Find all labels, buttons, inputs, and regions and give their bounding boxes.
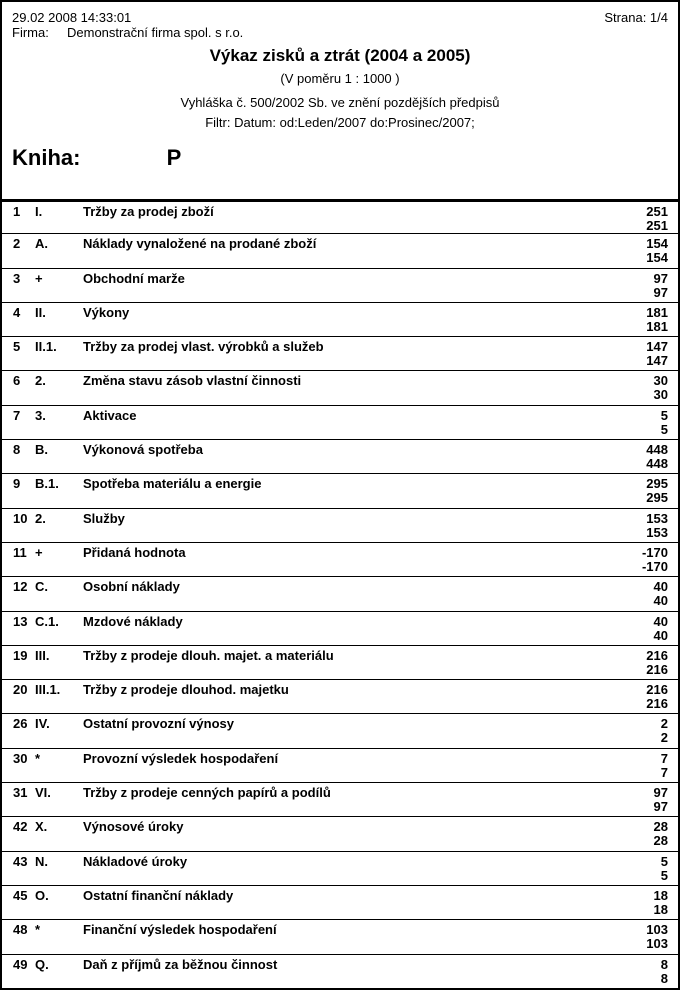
row-code: + [35,544,43,560]
row-left [13,272,185,302]
book-value: P [166,145,182,170]
row-left [13,580,180,610]
row-value-year1: 40 [653,579,668,595]
row-number: 1 [13,204,21,219]
row-code: * [35,922,41,938]
row-left [13,649,334,679]
table-row [2,508,678,542]
row-label: Obchodní marže [83,270,185,286]
row-value-year2: 251 [646,218,668,233]
row-values [654,786,668,816]
row-number: 30 [13,750,28,766]
row-label: Ostatní finanční náklady [83,887,234,903]
row-left [13,958,277,988]
row-number: 3 [13,270,21,286]
row-code: II. [35,304,46,320]
table-row [2,233,678,267]
row-left [13,205,214,233]
row-value-year2: 216 [646,696,668,712]
table-row [2,611,678,645]
row-value-year2: 18 [653,901,668,917]
row-left [13,306,129,336]
row-value-year2: -170 [641,558,668,574]
row-code: III. [35,647,50,663]
table-row [2,268,678,302]
row-values [661,958,668,988]
row-number: 11 [13,544,27,560]
row-number: 10 [13,510,28,526]
row-code: A. [35,236,48,252]
row-value-year1: 295 [646,476,668,492]
row-code: 2. [35,510,46,526]
table-row [2,954,678,988]
row-code: C.1. [35,613,59,629]
row-label: Tržby z prodeje cenných papírů a podílů [83,785,331,801]
table-row [2,851,678,885]
row-code: * [35,750,41,766]
row-value-year1: 7 [660,750,668,766]
row-left [13,237,316,267]
row-label: Daň z příjmů za běžnou činnost [83,956,278,972]
row-number: 2 [13,236,21,252]
book-row [2,145,678,170]
table-row [2,576,678,610]
table-row [2,885,678,919]
row-number: 45 [13,887,28,903]
row-code: Q. [35,956,49,972]
row-value-year2: 5 [660,867,668,883]
row-values [646,923,668,953]
row-left [13,683,289,713]
row-value-year1: 5 [660,407,668,423]
row-values [646,477,668,507]
row-left [13,855,187,885]
row-value-year1: 154 [646,236,668,252]
row-values [661,752,668,782]
row-number: 5 [13,339,21,355]
row-number: 8 [13,442,21,458]
row-left [13,889,233,919]
row-value-year1: 5 [660,853,668,869]
row-number: 19 [13,647,28,663]
row-value-year1: 181 [646,304,668,320]
row-value-year2: 7 [660,764,668,780]
row-value-year2: 154 [646,250,668,266]
table-row [2,645,678,679]
row-label: Finanční výsledek hospodaření [83,922,277,938]
row-label: Tržby z prodeje dlouhod. majetku [83,682,289,698]
table-row [2,473,678,507]
row-values [654,615,668,645]
table-row [2,816,678,850]
row-number: 13 [13,613,28,629]
row-number: 6 [13,373,21,389]
row-left [13,786,331,816]
table-row [2,336,678,370]
table-row [2,713,678,747]
row-value-year2: 5 [660,421,668,437]
row-value-year1: 28 [653,819,668,835]
row-label: Spotřeba materiálu a energie [83,476,262,492]
firm-name: Demonstrační firma spol. s r.o. [67,25,244,40]
row-value-year2: 2 [660,730,668,746]
row-number: 31 [13,785,28,801]
row-code: B.1. [35,476,59,492]
row-value-year1: 216 [646,682,668,698]
row-number: 43 [13,853,28,869]
row-code: III.1. [35,682,61,698]
row-code: 3. [35,407,46,423]
row-label: Výkony [83,304,130,320]
row-values [642,546,668,576]
table-row [2,439,678,473]
row-left [13,477,261,507]
row-value-year2: 448 [646,456,668,472]
row-value-year1: 8 [660,956,668,972]
row-left [13,923,277,953]
row-label: Osobní náklady [83,579,180,595]
row-label: Služby [83,510,125,526]
row-number: 4 [13,304,21,320]
report-ratio: (V poměru 1 : 1000 ) [280,71,400,86]
row-values [654,272,668,302]
row-number: 12 [13,579,28,595]
row-value-year2: 30 [653,387,668,403]
row-left [13,374,301,404]
row-values [646,649,668,679]
row-label: Náklady vynaložené na prodané zboží [83,236,317,252]
row-value-year1: -170 [641,544,668,560]
row-label: Přidaná hodnota [83,544,186,560]
row-left [13,443,203,473]
row-value-year1: 30 [653,373,668,389]
firm-row [2,25,678,40]
row-value-year2: 181 [646,318,668,334]
row-value-year2: 40 [653,593,668,609]
row-code: N. [35,853,48,869]
report-title: Výkaz zisků a ztrát (2004 a 2005) [209,46,471,65]
row-label: Výkonová spotřeba [83,442,203,458]
row-value-year2: 153 [646,524,668,540]
row-values [654,889,668,919]
row-left [13,409,136,439]
row-code: I. [35,204,43,219]
table-row [2,782,678,816]
report-filter: Filtr: Datum: od:Leden/2007 do:Prosinec/2007; [205,115,475,130]
row-value-year1: 103 [646,922,668,938]
row-value-year1: 97 [653,270,668,286]
row-value-year1: 2 [660,716,668,732]
row-code: B. [35,442,48,458]
row-number: 7 [13,407,21,423]
row-left [13,752,278,782]
row-left [13,717,234,747]
row-values [654,820,668,850]
row-number: 9 [13,476,21,492]
row-value-year1: 448 [646,442,668,458]
row-left [13,546,186,576]
firm-label: Firma: [12,25,49,40]
row-label: Aktivace [83,407,137,423]
table-row [2,370,678,404]
table-row [2,919,678,953]
row-code: O. [35,887,49,903]
row-left [13,340,324,370]
row-code: X. [35,819,48,835]
row-left [13,512,125,542]
row-value-year2: 103 [646,936,668,952]
row-number: 49 [13,956,28,972]
table-row [2,302,678,336]
row-values [646,237,668,267]
row-value-year2: 40 [653,627,668,643]
row-value-year2: 8 [660,970,668,986]
row-code: II.1. [35,339,57,355]
row-number: 20 [13,682,28,698]
row-values [646,512,668,542]
row-label: Změna stavu zásob vlastní činnosti [83,373,302,389]
row-label: Tržby z prodeje dlouh. majet. a materiálu [83,647,334,663]
book-label: Kniha: [12,145,81,170]
report-regulation: Vyhláška č. 500/2002 Sb. ve znění pozdějších předpisů [180,95,500,110]
table-row [2,199,678,233]
report-datetime: 29.02 2008 14:33:01 [12,10,132,25]
row-value-year1: 153 [646,510,668,526]
row-values [646,683,668,713]
row-left [13,615,183,645]
row-value-year1: 147 [646,339,668,355]
row-label: Výnosové úroky [83,819,184,835]
row-values [661,409,668,439]
row-label: Nákladové úroky [83,853,188,869]
row-value-year2: 97 [653,799,668,815]
row-values [646,205,668,233]
row-number: 48 [13,922,28,938]
row-value-year1: 97 [653,785,668,801]
row-code: C. [35,579,48,595]
row-value-year1: 40 [653,613,668,629]
row-label: Provozní výsledek hospodaření [83,750,279,766]
row-value-year1: 251 [646,204,668,219]
row-value-year2: 147 [646,353,668,369]
row-label: Mzdové náklady [83,613,183,629]
row-number: 26 [13,716,28,732]
table-row [2,542,678,576]
row-label: Ostatní provozní výnosy [83,716,234,732]
row-values [646,306,668,336]
row-code: IV. [35,716,50,732]
row-values [654,580,668,610]
row-values [661,855,668,885]
row-value-year1: 216 [646,647,668,663]
page-indicator: Strana: 1/4 [604,10,668,25]
row-values [654,374,668,404]
row-code: + [35,270,43,286]
table-row [2,748,678,782]
row-left [13,820,183,850]
row-values [646,340,668,370]
row-values [646,443,668,473]
table-row [2,679,678,713]
row-value-year2: 216 [646,661,668,677]
header-row [2,2,678,25]
row-code: 2. [35,373,46,389]
table-row [2,405,678,439]
row-value-year2: 295 [646,490,668,506]
row-value-year2: 97 [653,284,668,300]
report-table [2,199,678,989]
row-label: Tržby za prodej vlast. výrobků a služeb [83,339,324,355]
row-values [661,717,668,747]
row-number: 42 [13,819,28,835]
row-value-year1: 18 [653,887,668,903]
row-label: Tržby za prodej zboží [83,204,214,219]
row-code: VI. [35,785,51,801]
row-value-year2: 28 [653,833,668,849]
